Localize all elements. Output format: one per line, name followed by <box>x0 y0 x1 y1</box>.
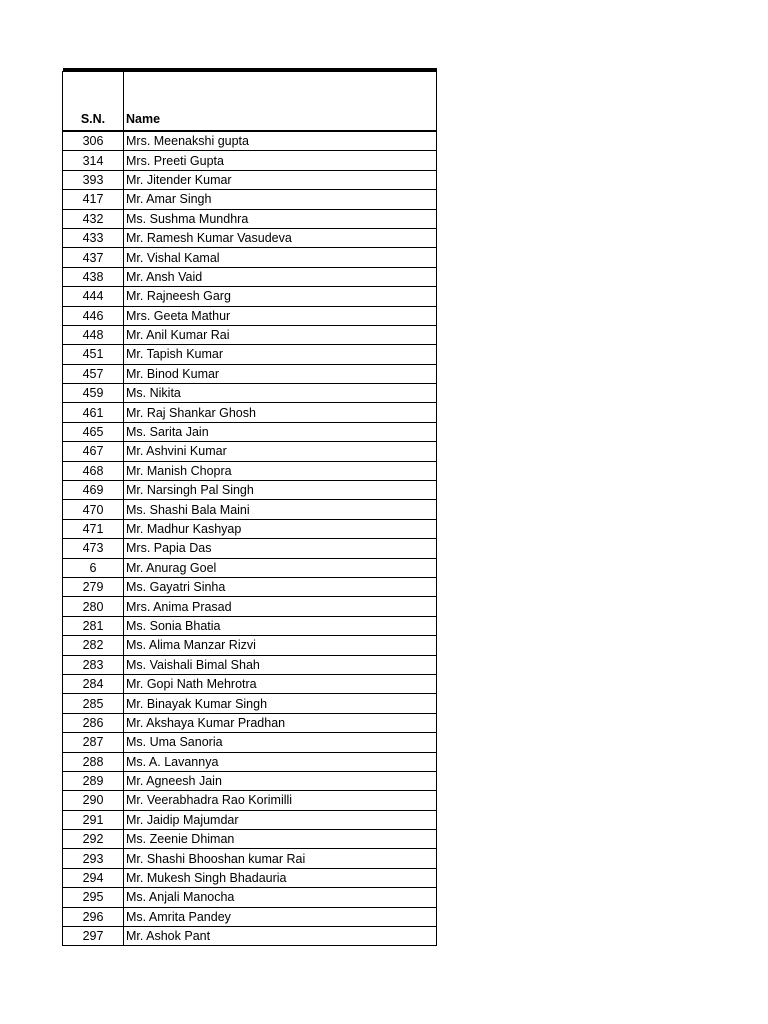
name-cell: Mrs. Meenakshi gupta <box>124 131 437 151</box>
name-cell: Mr. Anil Kumar Rai <box>124 325 437 344</box>
serial-number-cell: 289 <box>63 771 124 790</box>
table-row <box>63 364 437 383</box>
table-row <box>63 558 437 577</box>
name-cell: Mr. Tapish Kumar <box>124 345 437 364</box>
table-row <box>63 209 437 228</box>
table-row <box>63 674 437 693</box>
name-cell: Mr. Raj Shankar Ghosh <box>124 403 437 422</box>
table-row <box>63 655 437 674</box>
name-cell: Mr. Mukesh Singh Bhadauria <box>124 868 437 887</box>
name-cell: Mr. Gopi Nath Mehrotra <box>124 674 437 693</box>
table-body <box>63 131 437 946</box>
serial-number-cell: 451 <box>63 345 124 364</box>
serial-number-cell: 292 <box>63 830 124 849</box>
table-row <box>63 616 437 635</box>
serial-number-cell: 284 <box>63 674 124 693</box>
serial-number-cell: 288 <box>63 752 124 771</box>
serial-number-cell: 287 <box>63 733 124 752</box>
table-row <box>63 713 437 732</box>
name-cell: Ms. Sarita Jain <box>124 422 437 441</box>
serial-number-cell: 306 <box>63 131 124 151</box>
serial-number-cell: 417 <box>63 190 124 209</box>
serial-number-cell: 469 <box>63 481 124 500</box>
name-cell: Mr. Jitender Kumar <box>124 170 437 189</box>
table-row <box>63 849 437 868</box>
sn-column-header: S.N. <box>63 72 124 132</box>
serial-number-cell: 473 <box>63 539 124 558</box>
table-row <box>63 907 437 926</box>
serial-number-cell: 433 <box>63 228 124 247</box>
serial-number-cell: 468 <box>63 461 124 480</box>
header-row <box>63 72 437 132</box>
name-cell: Ms. Anjali Manocha <box>124 888 437 907</box>
serial-number-cell: 6 <box>63 558 124 577</box>
table-row <box>63 461 437 480</box>
serial-number-cell: 294 <box>63 868 124 887</box>
table-row <box>63 771 437 790</box>
name-cell: Mrs. Preeti Gupta <box>124 151 437 170</box>
name-cell: Mr. Akshaya Kumar Pradhan <box>124 713 437 732</box>
name-cell: Mr. Agneesh Jain <box>124 771 437 790</box>
table-row <box>63 248 437 267</box>
serial-number-cell: 291 <box>63 810 124 829</box>
serial-number-cell: 279 <box>63 577 124 596</box>
serial-number-cell: 446 <box>63 306 124 325</box>
table-row <box>63 636 437 655</box>
table-row <box>63 481 437 500</box>
name-cell: Mr. Shashi Bhooshan kumar Rai <box>124 849 437 868</box>
serial-number-cell: 281 <box>63 616 124 635</box>
name-cell: Ms. Alima Manzar Rizvi <box>124 636 437 655</box>
table-row <box>63 500 437 519</box>
name-cell: Mr. Binayak Kumar Singh <box>124 694 437 713</box>
name-cell: Mr. Binod Kumar <box>124 364 437 383</box>
name-cell: Ms. Shashi Bala Maini <box>124 500 437 519</box>
name-cell: Mr. Anurag Goel <box>124 558 437 577</box>
name-cell: Mrs. Anima Prasad <box>124 597 437 616</box>
serial-number-cell: 297 <box>63 927 124 946</box>
table-row <box>63 927 437 946</box>
name-cell: Mrs. Papia Das <box>124 539 437 558</box>
serial-number-cell: 457 <box>63 364 124 383</box>
serial-number-cell: 437 <box>63 248 124 267</box>
table-row <box>63 888 437 907</box>
serial-number-cell: 295 <box>63 888 124 907</box>
serial-number-cell: 282 <box>63 636 124 655</box>
table-row <box>63 810 437 829</box>
name-cell: Ms. Zeenie Dhiman <box>124 830 437 849</box>
name-cell: Mr. Veerabhadra Rao Korimilli <box>124 791 437 810</box>
serial-number-cell: 286 <box>63 713 124 732</box>
serial-number-cell: 459 <box>63 384 124 403</box>
table-row <box>63 325 437 344</box>
name-cell: Mr. Manish Chopra <box>124 461 437 480</box>
table-row <box>63 597 437 616</box>
serial-number-cell: 471 <box>63 519 124 538</box>
table-row <box>63 733 437 752</box>
table-row <box>63 694 437 713</box>
table-row <box>63 345 437 364</box>
name-column-header: Name <box>124 72 437 132</box>
table-row <box>63 539 437 558</box>
serial-number-cell: 293 <box>63 849 124 868</box>
table-row <box>63 131 437 151</box>
name-cell: Mr. Rajneesh Garg <box>124 287 437 306</box>
table-row <box>63 868 437 887</box>
serial-number-cell: 296 <box>63 907 124 926</box>
serial-number-cell: 285 <box>63 694 124 713</box>
name-cell: Ms. Nikita <box>124 384 437 403</box>
table-row <box>63 190 437 209</box>
serial-number-cell: 393 <box>63 170 124 189</box>
name-cell: Mrs. Geeta Mathur <box>124 306 437 325</box>
name-cell: Ms. Gayatri Sinha <box>124 577 437 596</box>
name-cell: Mr. Ramesh Kumar Vasudeva <box>124 228 437 247</box>
serial-number-cell: 467 <box>63 442 124 461</box>
serial-number-cell: 280 <box>63 597 124 616</box>
table-row <box>63 228 437 247</box>
serial-number-cell: 432 <box>63 209 124 228</box>
serial-number-cell: 290 <box>63 791 124 810</box>
serial-number-cell: 448 <box>63 325 124 344</box>
name-cell: Mr. Vishal Kamal <box>124 248 437 267</box>
name-cell: Ms. Sonia Bhatia <box>124 616 437 635</box>
name-cell: Mr. Narsingh Pal Singh <box>124 481 437 500</box>
name-cell: Ms. Uma Sanoria <box>124 733 437 752</box>
table-row <box>63 384 437 403</box>
table-row <box>63 752 437 771</box>
names-table <box>62 68 437 946</box>
name-cell: Mr. Ashvini Kumar <box>124 442 437 461</box>
serial-number-cell: 283 <box>63 655 124 674</box>
name-cell: Mr. Madhur Kashyap <box>124 519 437 538</box>
serial-number-cell: 314 <box>63 151 124 170</box>
table-row <box>63 791 437 810</box>
table-row <box>63 403 437 422</box>
table-row <box>63 287 437 306</box>
name-cell: Ms. Amrita Pandey <box>124 907 437 926</box>
table-row <box>63 442 437 461</box>
table-row <box>63 422 437 441</box>
name-cell: Mr. Amar Singh <box>124 190 437 209</box>
name-cell: Mr. Jaidip Majumdar <box>124 810 437 829</box>
name-cell: Mr. Ansh Vaid <box>124 267 437 286</box>
serial-number-cell: 461 <box>63 403 124 422</box>
name-cell: Ms. A. Lavannya <box>124 752 437 771</box>
table-row <box>63 306 437 325</box>
table-row <box>63 267 437 286</box>
serial-number-cell: 444 <box>63 287 124 306</box>
table-header <box>63 70 437 132</box>
serial-number-cell: 470 <box>63 500 124 519</box>
name-cell: Ms. Sushma Mundhra <box>124 209 437 228</box>
table-row <box>63 830 437 849</box>
serial-number-cell: 438 <box>63 267 124 286</box>
table-row <box>63 151 437 170</box>
name-cell: Ms. Vaishali Bimal Shah <box>124 655 437 674</box>
serial-number-cell: 465 <box>63 422 124 441</box>
table-row <box>63 519 437 538</box>
name-cell: Mr. Ashok Pant <box>124 927 437 946</box>
table-row <box>63 577 437 596</box>
table-row <box>63 170 437 189</box>
